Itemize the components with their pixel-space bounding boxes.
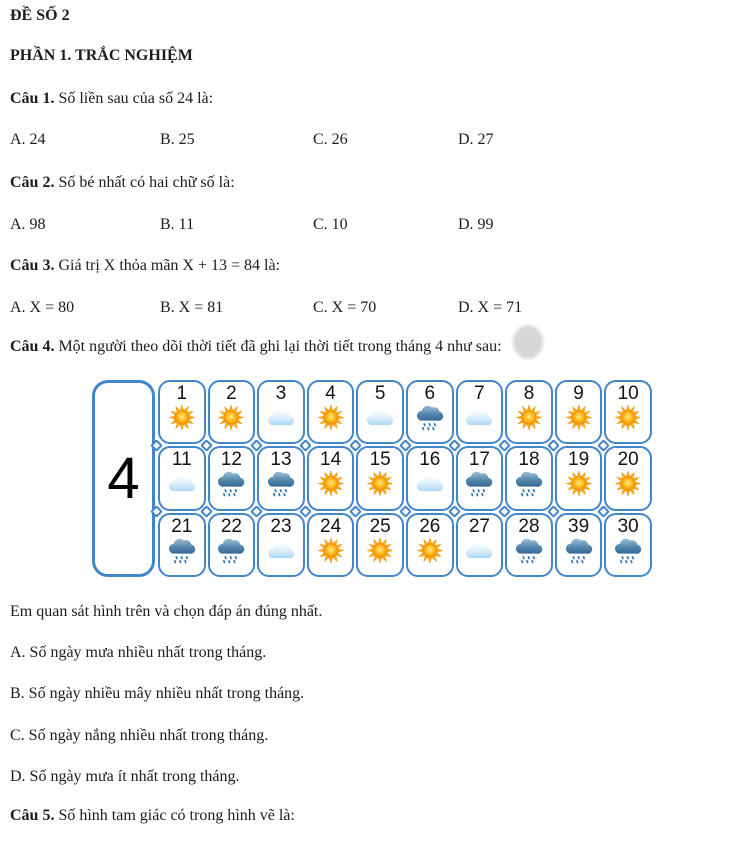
sun-icon [316,404,346,431]
day-number: 10 [617,383,639,404]
rain-icon [415,404,445,431]
day-number: 26 [419,515,441,537]
calendar-day-cell [208,513,256,577]
sun-icon [613,470,643,497]
rain-icon [216,470,246,497]
question-1-label: Câu 1. [10,90,55,107]
rain-icon [613,537,643,564]
q2-option-c: C. 10 [313,216,348,233]
rain-icon [167,537,197,564]
calendar-day-cell [356,513,404,577]
question-2 [10,173,726,193]
day-number: 17 [468,449,490,471]
calendar-day-cell [604,513,652,577]
day-number: 15 [369,449,391,471]
calendar-day-cell [307,380,355,444]
q4-option-b: B. Số ngày nhiều mây nhiều nhất trong tháng. [10,685,305,702]
question-2-prompt: Số bé nhất có hai chữ số là: [58,174,235,191]
question-1-prompt: Số liền sau của số 24 là: [58,90,214,107]
question-5-label: Câu 5. [10,807,55,824]
day-number: 3 [275,383,287,404]
calendar-day-cell [555,446,603,510]
question-2-label: Câu 2. [10,174,55,191]
rain-icon [564,537,594,564]
day-number: 4 [325,383,336,404]
question-1 [10,89,726,109]
rain-icon [216,537,246,564]
cloud-icon [464,537,494,564]
question-4-prompt: Một người theo dõi thời tiết đã ghi lại thời tiết trong tháng 4 như sau: [58,338,502,355]
calendar-day-cell [257,380,305,444]
question-3-prompt: Giá trị X thỏa mãn X + 13 = 84 là: [58,257,281,274]
q2-option-d: D. 99 [458,216,494,233]
day-number: 20 [617,449,639,471]
rain-icon [266,470,296,497]
day-number: 7 [474,383,485,404]
day-number: 27 [468,515,490,537]
cloud-icon [464,404,494,431]
q3-option-b: B. X = 81 [160,299,224,316]
sun-icon [564,470,594,497]
q3-option-c: C. X = 70 [313,299,377,316]
day-number: 11 [171,449,192,471]
calendar-day-cell [456,446,504,510]
calendar-day-cell [604,380,652,444]
calendar-day-cell [307,513,355,577]
sun-icon [316,470,346,497]
calendar-day-cell [406,380,454,444]
question-4-label: Câu 4. [10,338,55,355]
rain-icon [464,470,494,497]
day-number: 21 [171,515,193,537]
question-5 [10,806,726,826]
sun-icon [365,537,395,564]
question-2-options [10,215,732,235]
cloud-icon [415,470,445,497]
sun-icon [167,404,197,431]
day-number: 1 [176,383,188,404]
calendar-day-cell [505,380,553,444]
sun-icon [613,404,643,431]
section-title: PHẦN 1. TRẮC NGHIỆM [10,47,193,64]
cloud-icon [266,404,296,431]
day-number: 9 [573,383,584,404]
sun-icon [365,470,395,497]
calendar-day-cell [208,380,256,444]
calendar-day-cell [158,446,206,510]
day-number: 23 [270,515,292,537]
cloud-icon [365,404,395,431]
day-number: 5 [374,383,386,404]
calendar-day-cell [158,380,206,444]
q1-option-b: B. 25 [160,131,195,148]
calendar-day-cell [356,446,404,510]
day-number: 24 [320,515,342,537]
calendar-day-cell [555,513,603,577]
calendar-day-cell [406,446,454,510]
q1-option-d: D. 27 [458,131,494,148]
day-number: 2 [226,383,237,404]
day-number: 13 [270,449,292,471]
question-4 [10,337,726,357]
q4-option-a: A. Số ngày mưa nhiều nhất trong tháng. [10,644,267,661]
day-number: 6 [424,383,436,404]
calendar-day-cell [505,513,553,577]
question-3-label: Câu 3. [10,257,55,274]
sun-icon [415,537,445,564]
q4-option-c: C. Số ngày nắng nhiều nhất trong tháng. [10,727,269,744]
calendar-day-cell [208,446,256,510]
day-number: 22 [220,515,242,537]
day-number: 14 [320,449,342,471]
question-3 [10,256,726,276]
q1-option-a: A. 24 [10,131,46,148]
day-number: 8 [523,383,535,404]
rain-icon [514,537,544,564]
calendar-day-cell [456,513,504,577]
q4-option-d: D. Số ngày mưa ít nhất trong tháng. [10,768,240,785]
day-number: 18 [518,449,540,471]
calendar-day-cell [158,513,206,577]
month-number: 4 [107,445,140,511]
doc-title: ĐỀ SỐ 2 [10,7,70,24]
cloud-icon [167,470,197,497]
question-3-options [10,298,732,318]
q1-option-c: C. 26 [313,131,348,148]
day-number: 19 [568,449,590,471]
calendar-day-cell [406,513,454,577]
question-5-prompt: Số hình tam giác có trong hình vẽ là: [58,807,295,824]
sun-icon [564,404,594,431]
sun-icon [316,537,346,564]
day-number: 12 [220,449,242,471]
q2-option-b: B. 11 [160,216,195,233]
calendar-day-cell [257,513,305,577]
day-number: 30 [617,515,639,537]
day-number: 28 [518,515,540,537]
month-cell [92,380,155,577]
cloud-icon [266,537,296,564]
calendar-day-cell [505,446,553,510]
q3-option-d: D. X = 71 [458,299,523,316]
day-number: 16 [419,449,441,471]
question-4-note: Em quan sát hình trên và chọn đáp án đúng nhất. [10,603,323,620]
rain-icon [514,470,544,497]
sun-icon [514,404,544,431]
calendar-day-cell [456,380,504,444]
q3-option-a: A. X = 80 [10,299,75,316]
calendar-day-cell [356,380,404,444]
calendar-grid [158,380,652,577]
calendar-day-cell [307,446,355,510]
question-1-options [10,130,732,150]
day-number: 25 [369,515,391,537]
calendar-day-cell [604,446,652,510]
weather-calendar [92,380,652,577]
sun-icon [216,404,246,431]
calendar-day-cell [257,446,305,510]
day-number: 39 [568,515,590,537]
q2-option-a: A. 98 [10,216,46,233]
calendar-day-cell [555,380,603,444]
